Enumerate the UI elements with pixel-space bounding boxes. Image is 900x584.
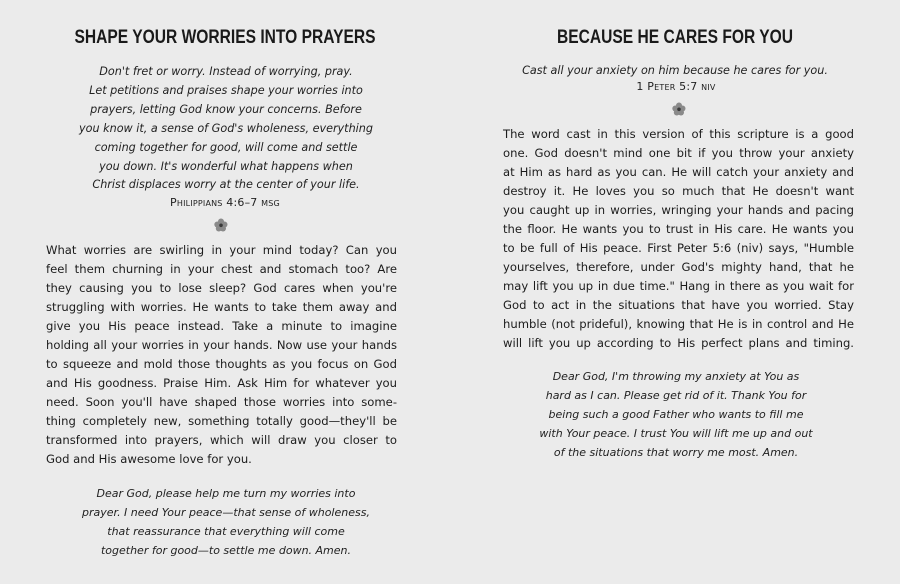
- prayer: [452, 367, 900, 462]
- prayer-line: being such a good Father who wants to fill me: [548, 408, 804, 421]
- body-line: What worries are swirling in your mind today? Can you: [46, 243, 397, 257]
- body-line: and His goodness. Praise Him. Ask Him for whatever you: [46, 376, 397, 390]
- flower-icon: [672, 102, 686, 116]
- body-line: may lift you up in due time." Hang in there as you wait for: [503, 279, 854, 293]
- body-line: you caught up in worries, wringing your hands and pacing: [503, 203, 854, 217]
- right-page: [450, 0, 900, 584]
- body-line: transformed into prayers, which will draw you closer to: [46, 433, 397, 447]
- body-line: will lift you up according to His perfect plans and timing.: [503, 336, 854, 350]
- prayer-line: hard as I can. Please get rid of it. Thank You for: [545, 389, 807, 402]
- prayer-line: of the situations that worry me most. Amen.: [553, 446, 799, 459]
- body-line: one. God doesn't mind one bit if you throw your anxiety: [503, 146, 854, 160]
- scripture-reference: Philippians 4:6–7 msg: [170, 196, 280, 209]
- body-line: they causing you to lose sleep? God cares when you're: [46, 281, 397, 295]
- verse-line: you know it, a sense of God's wholeness, everything: [79, 121, 373, 135]
- scripture-verse: [450, 62, 900, 81]
- scripture-verse: [2, 63, 450, 195]
- body-line: the floor. He wants you to trust in His care. He wants you: [503, 222, 854, 236]
- body-line: give you His peace instead. Take a minute to imagine: [46, 319, 397, 333]
- body-line: God to act in the situations that have you worried. Stay: [503, 298, 854, 312]
- prayer-line: prayer. I need Your peace—that sense of wholeness,: [82, 506, 370, 519]
- body-line: humble (not prideful), knowing that He is in control and He: [503, 317, 854, 331]
- body-line: struggling with worries. He wants to take them away and: [46, 300, 397, 314]
- body-line: to squeeze and mold those thoughts as you focus on God: [46, 357, 397, 371]
- body-line: need. Soon you'll have shaped those worries into some-: [46, 395, 397, 409]
- verse-line: Don't fret or worry. Instead of worrying, pray.: [99, 65, 353, 78]
- body-line: holding all your worries in your hands. Now use your hands: [46, 338, 397, 352]
- verse-line: prayers, letting God know your concerns. Before: [90, 102, 362, 116]
- body-line: to be full of His peace. First Peter 5:6 (niv) says, "Humble: [503, 241, 854, 255]
- verse-line: coming together for good, will come and settle: [94, 140, 358, 154]
- scripture-reference: 1 Peter 5:7 niv: [636, 80, 716, 93]
- body-line: feel them churning in your chest and stomach too? Are: [46, 262, 397, 276]
- verse-line: Cast all your anxiety on him because he cares for you.: [522, 64, 828, 77]
- prayer-line: together for good—to settle me down. Amen.: [100, 544, 352, 557]
- page-title: SHAPE YOUR WORRIES INTO PRAYERS: [74, 27, 376, 48]
- prayer-line: with Your peace. I trust You will lift me up and out: [539, 427, 813, 440]
- devotional-body: [46, 241, 397, 469]
- prayer-line: Dear God, please help me turn my worries into: [96, 487, 356, 500]
- page-title: BECAUSE HE CARES FOR YOU: [556, 27, 794, 48]
- devotional-body: [503, 125, 854, 353]
- body-line: thing completely new, something totally good—they'll be: [46, 414, 397, 428]
- verse-line: Christ displaces worry at the center of your life.: [92, 178, 360, 192]
- flower-icon: [214, 218, 228, 232]
- body-line: God and His awesome love for you.: [46, 452, 252, 466]
- verse-line: you down. It's wonderful what happens when: [99, 159, 353, 173]
- prayer: [2, 484, 450, 560]
- body-line: destroy it. He loves you so much that He doesn't want: [503, 184, 854, 198]
- body-line: The word cast in this version of this scripture is a good: [503, 127, 854, 141]
- verse-line: Let petitions and praises shape your worries into: [89, 83, 363, 97]
- prayer-line: Dear God, I'm throwing my anxiety at You as: [552, 370, 800, 383]
- body-line: yourselves, therefore, under God's mighty hand, that he: [503, 260, 854, 274]
- body-line: at Him as hard as you can. He will catch your anxiety and: [503, 165, 854, 179]
- prayer-line: that reassurance that everything will come: [107, 525, 345, 538]
